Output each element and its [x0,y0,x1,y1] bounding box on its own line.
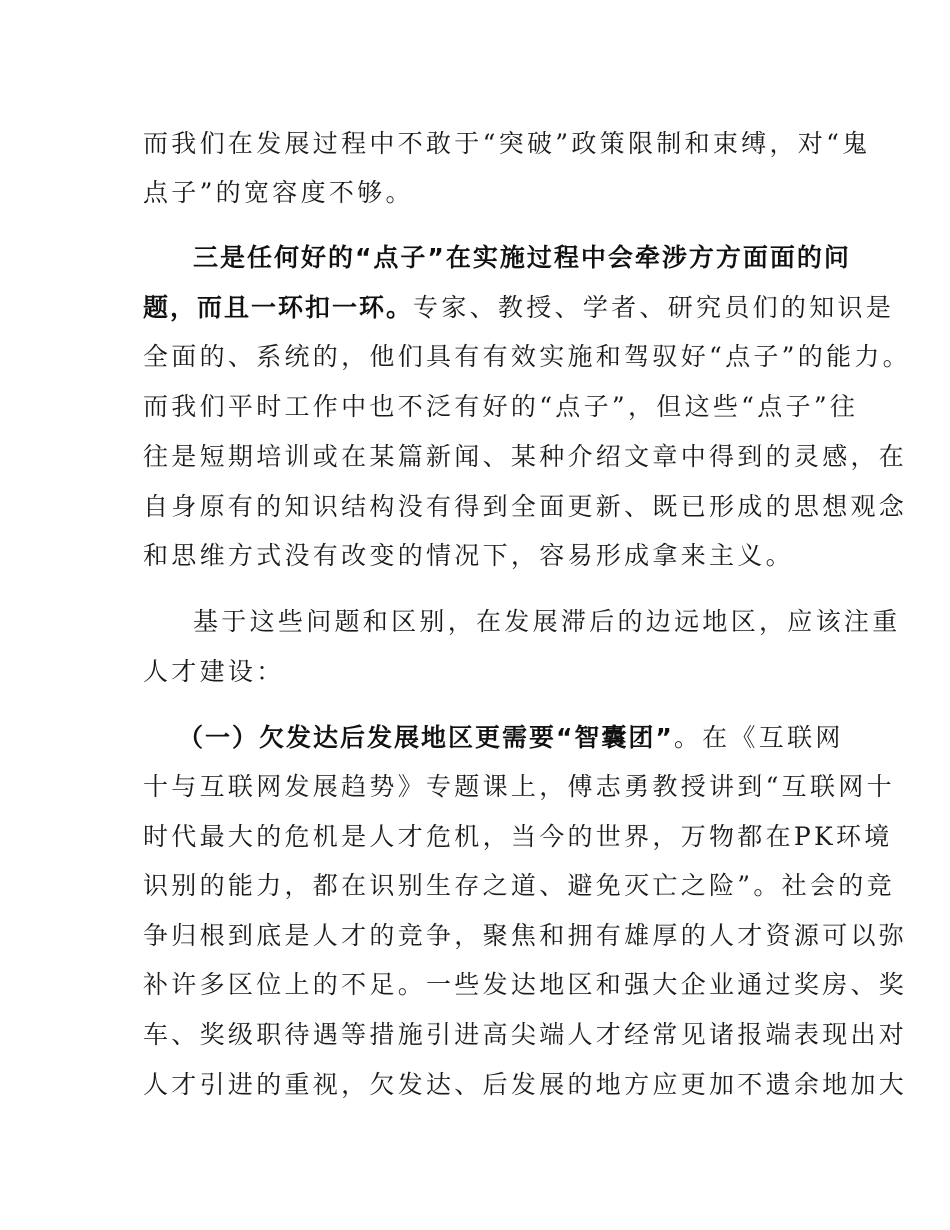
section-heading: （一）欠发达后发展地区更需要“智囊团” [178,723,674,752]
text-line: 自身原有的知识结构没有得到全面更新、既已形成的思想观念 [143,492,908,521]
text-line: 人才引进的重视，欠发达、后发展的地方应更加不遗余地加大 [143,1070,908,1099]
text-line: 争归根到底是人才的竞争，聚焦和拥有雄厚的人才资源可以弥 [143,921,908,950]
paragraph-heading: 三是任何好的“点子”在实施过程中会牵涉方方面面的问 [193,243,851,272]
text-line: 往是短期培训或在某篇新闻、某种介绍文章中得到的灵感，在 [143,442,908,471]
text-line: 全面的、系统的，他们具有有效实施和驾驭好“点子”的能力。 [143,342,911,371]
text-span: 专家、教授、学者、研究员们的知识是 [413,293,895,322]
text-line: 时代最大的危机是人才危机，当今的世界，万物都在PK环境 [143,822,893,851]
text-line [178,722,844,754]
paragraph-heading-continuation: 题，而且一环扣一环。 [143,293,414,322]
text-span: 。在《互联网 [673,723,844,752]
text-line: 识别的能力，都在识别生存之道、避免灭亡之险”。社会的竞 [143,871,895,900]
text-line: 而我们平时工作中也不泛有好的“点子”，但这些“点子”往 [143,392,859,421]
text-line: 十与互联网发展趋势》专题课上，傅志勇教授讲到“互联网十 [143,772,895,801]
text-line: 点子”的宽容度不够。 [143,178,414,207]
text-line: 基于这些问题和区别，在发展滞后的边远地区，应该注重 [193,607,901,636]
text-line: 和思维方式没有改变的情况下，容易形成拿来主义。 [143,541,794,570]
text-line [143,292,895,324]
text-line: 而我们在发展过程中不敢于“突破”政策限制和束缚，对“鬼 [143,129,871,158]
text-line: 补许多区位上的不足。一些发达地区和强大企业通过奖房、奖 [143,970,908,999]
text-line: 车、奖级职待遇等措施引进高尖端人才经常见诸报端表现出对 [143,1020,908,1049]
text-line: 人才建设： [143,657,285,686]
